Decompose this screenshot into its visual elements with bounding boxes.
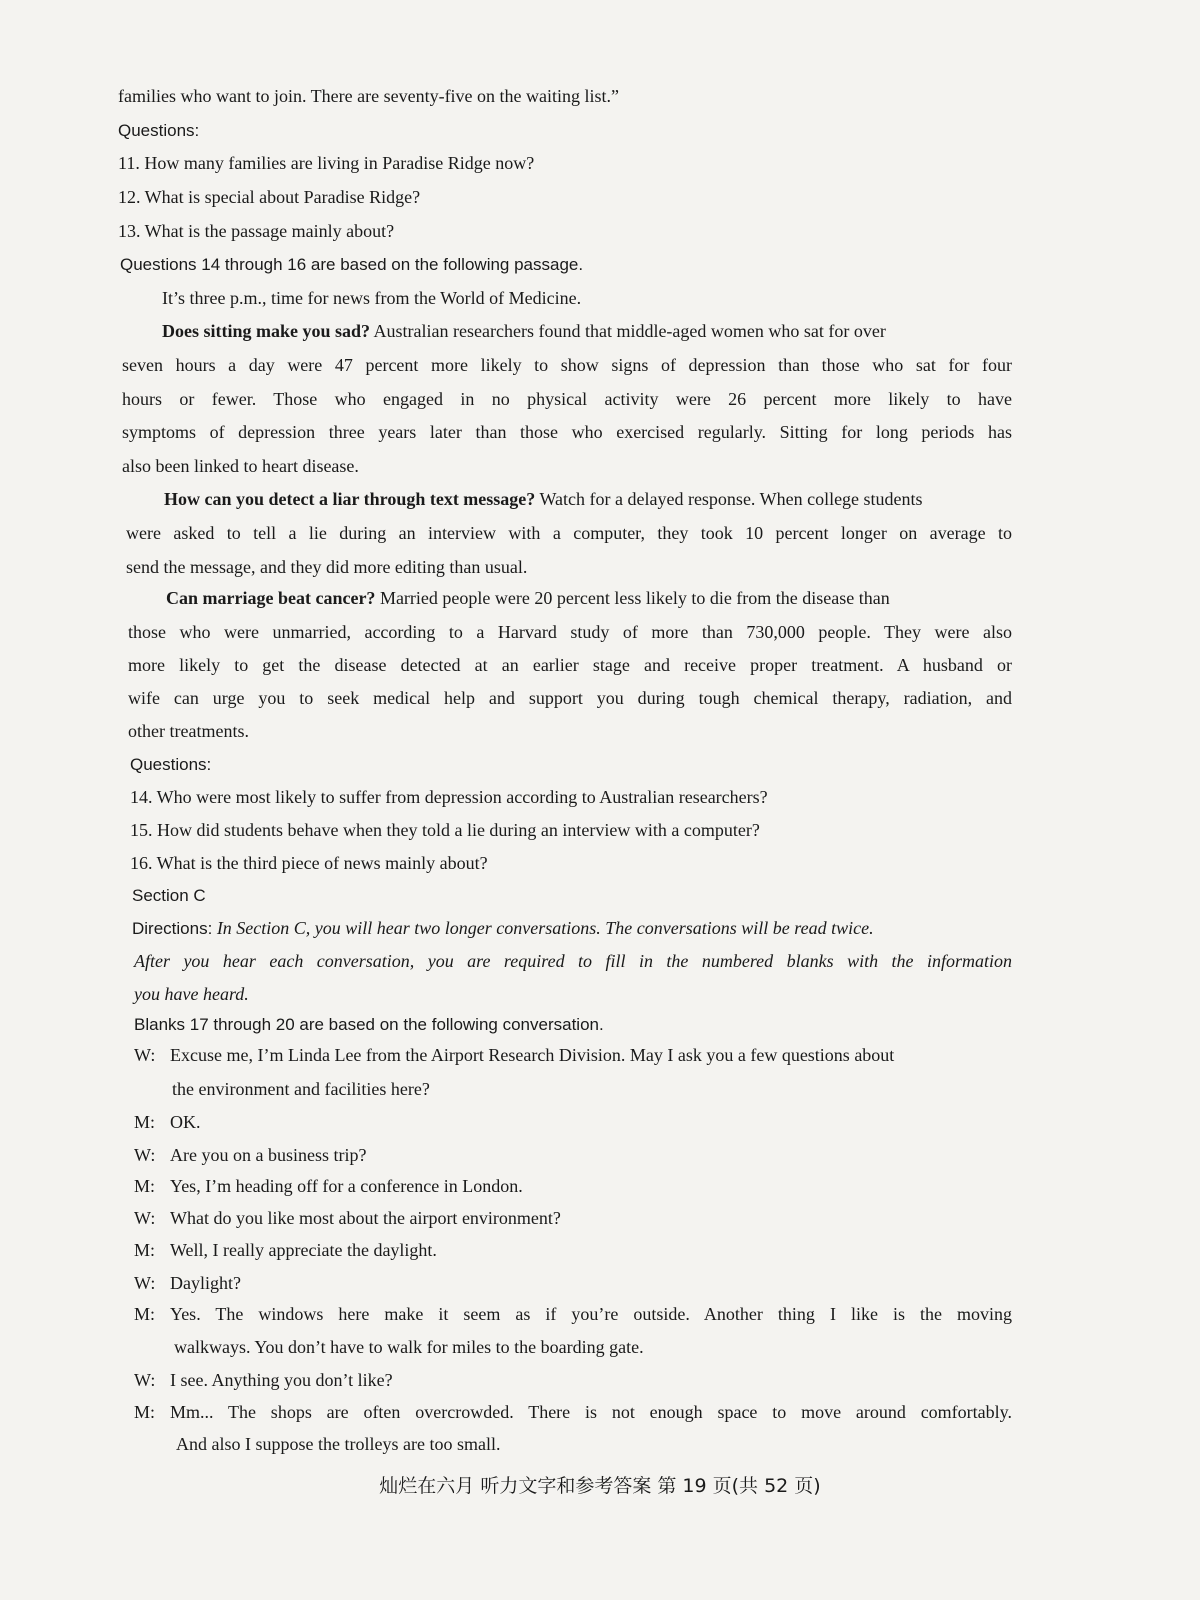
speaker-label: W: [134,1208,156,1228]
paragraph-line: those who were unmarried, according to a Harvard study of more than 730,000 people. They were also [128,622,1012,642]
question-item: 11. How many families are living in Paradise Ridge now? [118,153,535,173]
directions-line: After you hear each conversation, you are required to fill in the numbered blanks with the information [134,951,1012,971]
directions-label: Directions: [132,919,213,938]
dialogue-text: What do you like most about the airport environment? [170,1208,561,1228]
question-item: 14. Who were most likely to suffer from depression according to Australian researchers? [130,787,768,807]
paragraph-line [164,487,923,511]
dialogue-line: the environment and facilities here? [172,1079,430,1099]
paragraph-line: other treatments. [128,721,249,741]
directions-line [132,916,874,941]
speaker-label: M: [134,1304,156,1324]
directions-line: you have heard. [134,984,249,1004]
speaker-label: W: [134,1145,156,1165]
passage-heading: Questions 14 through 16 are based on the following passage. [120,255,584,274]
dialogue-text: Are you on a business trip? [170,1145,367,1165]
paragraph-line [162,319,886,343]
dialogue-text: I see. Anything you don’t like? [170,1370,393,1390]
dialogue-text: Mm... The shops are often overcrowded. There is not enough space to move around comfortably. [170,1402,1012,1422]
paragraph-line [166,586,890,610]
paragraph-text: Married people were 20 percent less likely to die from the disease than [375,588,890,608]
paragraph-line: more likely to get the disease detected at an earlier stage and receive proper treatment. A husband or [128,655,1012,675]
dialogue-line: walkways. You don’t have to walk for miles to the boarding gate. [174,1337,644,1357]
paragraph-text: Australian researchers found that middle-aged women who sat for over [370,321,886,341]
dialogue-line [134,1238,437,1262]
text-line: It’s three p.m., time for news from the World of Medicine. [162,288,582,308]
dialogue-text: Well, I really appreciate the daylight. [170,1240,437,1260]
dialogue-line [134,1043,894,1067]
news-headline: How can you detect a liar through text message? [164,489,536,509]
question-item: 15. How did students behave when they told a lie during an interview with a computer? [130,820,760,840]
questions-heading: Questions: [118,121,200,140]
page-footer: 灿烂在六月 听力文字和参考答案 第 19 页(共 52 页) [379,1475,821,1497]
paragraph-line: were asked to tell a lie during an interview with a computer, they took 10 percent longer on average to [126,523,1012,543]
dialogue-text: Daylight? [170,1273,241,1293]
dialogue-line [134,1302,1012,1326]
question-item: 13. What is the passage mainly about? [118,221,395,241]
dialogue-line [134,1271,241,1295]
paragraph-line: seven hours a day were 47 percent more likely to show signs of depression than those who sat for four [122,355,1012,375]
paragraph-text: Watch for a delayed response. When college students [535,489,923,509]
paragraph-line: also been linked to heart disease. [122,456,359,476]
directions-text: In Section C, you will hear two longer conversations. The conversations will be read twice. [212,918,874,938]
dialogue-line [134,1143,366,1167]
question-item: 16. What is the third piece of news mainly about? [130,853,488,873]
dialogue-line: And also I suppose the trolleys are too small. [176,1434,501,1454]
dialogue-text: Excuse me, I’m Linda Lee from the Airport Research Division. May I ask you a few questions about [170,1045,895,1065]
speaker-label: W: [134,1370,156,1390]
conversation-heading: Blanks 17 through 20 are based on the following conversation. [134,1015,604,1034]
question-item: 12. What is special about Paradise Ridge? [118,187,421,207]
speaker-label: W: [134,1273,156,1293]
dialogue-line [134,1174,523,1198]
speaker-label: M: [134,1402,156,1422]
paragraph-line: symptoms of depression three years later than those who exercised regularly. Sitting for long periods has [122,422,1012,442]
news-headline: Does sitting make you sad? [162,321,371,341]
speaker-label: M: [134,1240,156,1260]
dialogue-text: Yes. The windows here make it seem as if you’re outside. Another thing I like is the moving [170,1304,1012,1324]
dialogue-text: OK. [170,1112,201,1132]
text-line: families who want to join. There are seventy-five on the waiting list.” [118,86,620,106]
speaker-label: W: [134,1045,156,1065]
speaker-label: M: [134,1176,156,1196]
dialogue-text: Yes, I’m heading off for a conference in London. [170,1176,523,1196]
dialogue-line [134,1206,561,1230]
dialogue-line [134,1368,393,1392]
dialogue-line [134,1110,201,1134]
questions-heading: Questions: [130,755,212,774]
news-headline: Can marriage beat cancer? [166,588,376,608]
section-heading: Section C [132,886,206,905]
paragraph-line: wife can urge you to seek medical help and support you during tough chemical therapy, radiation, and [128,688,1012,708]
dialogue-line [134,1400,1012,1424]
paragraph-line: send the message, and they did more editing than usual. [126,557,528,577]
speaker-label: M: [134,1112,156,1132]
paragraph-line: hours or fewer. Those who engaged in no physical activity were 26 percent more likely to have [122,389,1012,409]
